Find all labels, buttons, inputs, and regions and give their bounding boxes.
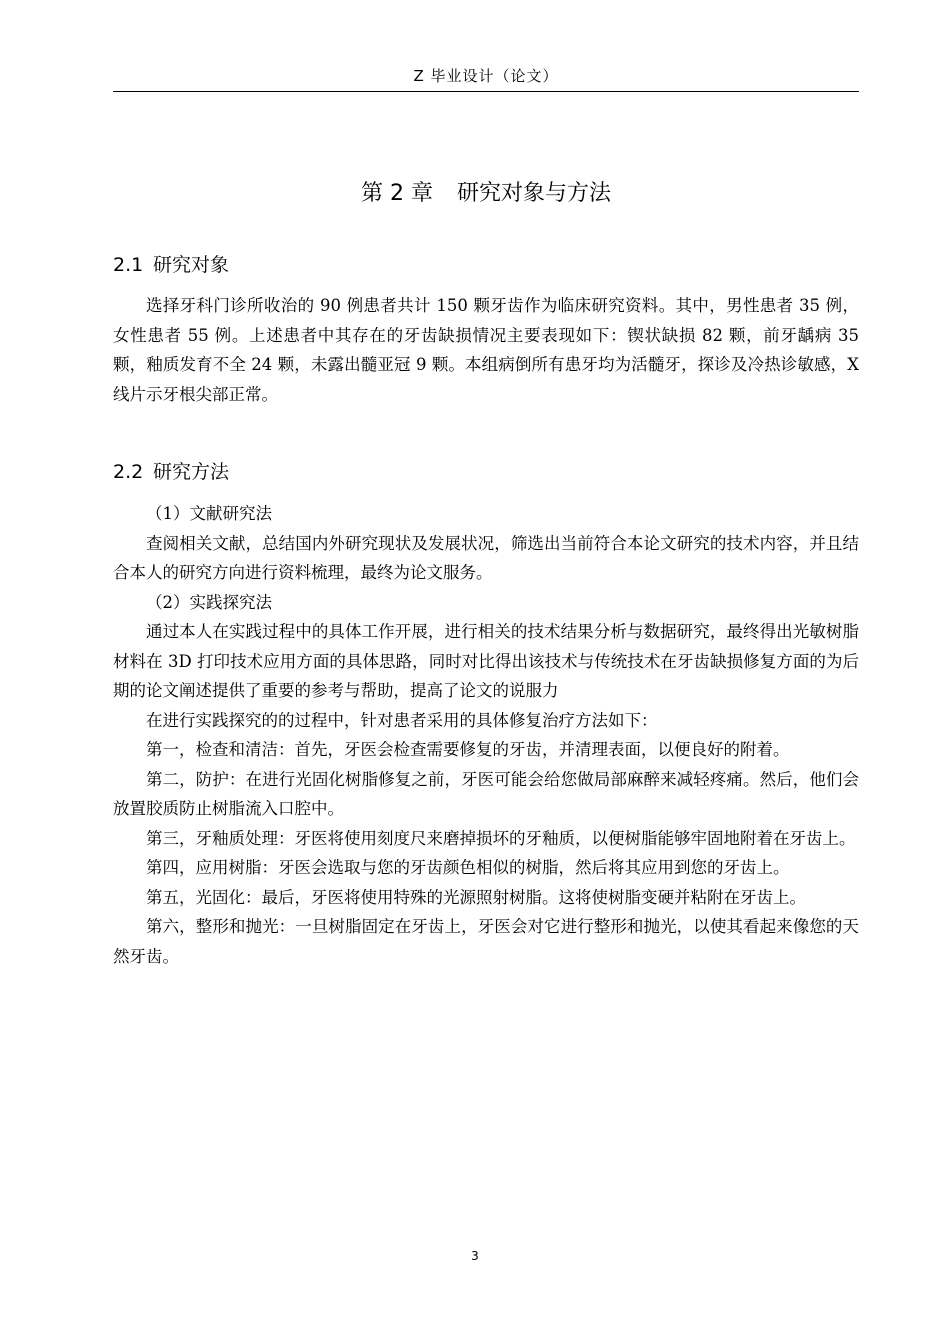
paragraph: 第二，防护：在进行光固化树脂修复之前，牙医可能会给您做局部麻醉来减轻疼痛。然后，他们会放置胶质防止树脂流入口腔中。	[113, 769, 859, 818]
section-title: 研究对象	[153, 254, 230, 276]
chapter-title	[113, 178, 859, 210]
section-heading-2-1	[113, 250, 859, 280]
paragraph: 第一，检查和清洁：首先，牙医会检查需要修复的牙齿，并清理表面，以便良好的附着。	[146, 740, 790, 759]
paragraph: 第三，牙釉质处理：牙医将使用刻度尺来磨掉损坏的牙釉质，以便树脂能够牢固地附着在牙齿上。	[146, 828, 856, 848]
page-header	[113, 64, 859, 92]
header-text: Z 毕业设计（论文）	[413, 67, 559, 85]
section-2-1-body	[113, 291, 859, 409]
section-heading-2-2	[113, 457, 859, 487]
chapter-name: 研究对象与方法	[456, 181, 611, 206]
page-number: 3	[471, 1249, 479, 1263]
section-number: 2.2	[113, 461, 144, 483]
chapter-number: 第 2 章	[361, 181, 433, 206]
paragraph: 在进行实践探究的的过程中，针对患者采用的具体修复治疗方法如下：	[146, 710, 658, 730]
section-2-2-body	[113, 499, 859, 971]
paragraph: 通过本人在实践过程中的具体工作开展，进行相关的技术结果分析与数据研究，最终得出光敏树脂材料在 3D 打印技术应用方面的具体思路，同时对比得出该技术与传统技术在牙齿缺损修复方面的为后期的论文阐述提供了重要的参考与帮助，提高了论文的说服力	[113, 622, 859, 700]
paragraph: （1）文献研究法	[146, 504, 272, 523]
paragraph: 查阅相关文献，总结国内外研究现状及发展状况，筛选出当前符合本论文研究的技术内容，并且结合本人的研究方向进行资料梳理，最终为论文服务。	[113, 533, 859, 582]
section-number: 2.1	[113, 254, 144, 276]
paragraph: 第五，光固化：最后，牙医将使用特殊的光源照射树脂。这将使树脂变硬并粘附在牙齿上。	[146, 887, 806, 907]
paragraph: （2）实践探究法	[146, 592, 272, 612]
paragraph: 第四，应用树脂：牙医会选取与您的牙齿颜色相似的树脂，然后将其应用到您的牙齿上。	[146, 858, 790, 877]
paragraph: 选择牙科门诊所收治的 90 例患者共计 150 颗牙齿作为临床研究资料。其中，男性患者 35 例，女性患者 55 例。上述患者中其存在的牙齿缺损情况主要表现如下：锲状缺损 82 颗，前牙龋病 35 颗，釉质发育不全 24 颗，未露出髓亚冠 9 颗。本组病倒所有患牙均为活髓牙，探诊及冷热诊敏感，X 线片示牙根尖部正常。	[113, 296, 859, 404]
paragraph: 第六，整形和抛光：一旦树脂固定在牙齿上，牙医会对它进行整形和抛光，以使其看起来像您的天然牙齿。	[113, 917, 859, 966]
section-title: 研究方法	[153, 461, 230, 483]
